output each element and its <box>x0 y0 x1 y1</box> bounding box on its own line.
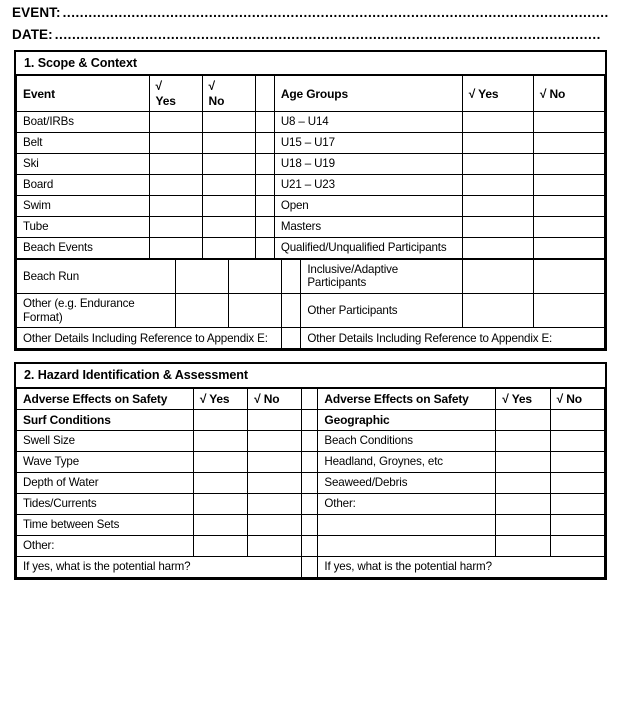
geographic-group-label: Geographic <box>318 410 496 431</box>
section1-title: 1. Scope & Context <box>16 52 605 75</box>
table-header-row <box>17 388 605 409</box>
event-no-checkbox[interactable] <box>202 153 255 174</box>
beach-run-label: Beach Run <box>17 259 176 293</box>
age-group-name-cell: U21 – U23 <box>274 174 462 195</box>
age-group-name-cell: Open <box>274 195 462 216</box>
hazard-right-yes-checkbox[interactable] <box>496 452 550 473</box>
event-no-checkbox[interactable] <box>202 237 255 258</box>
event-name-cell: Ski <box>17 153 150 174</box>
event-input-line[interactable]: ............................................................................................................................... <box>62 6 609 20</box>
other-endurance-no-checkbox[interactable] <box>229 294 282 328</box>
event-label: EVENT: <box>12 6 61 20</box>
table-row <box>17 111 605 132</box>
section-hazard-identification <box>14 362 607 580</box>
hazard-left-no-checkbox[interactable] <box>248 473 302 494</box>
hazard-left-label: Depth of Water <box>17 473 194 494</box>
other-participants-label: Other Participants <box>301 294 462 328</box>
date-input-line[interactable]: ............................................................................................................................... <box>54 28 601 42</box>
hazard-left-label: Wave Type <box>17 452 194 473</box>
age-no-checkbox[interactable] <box>533 132 604 153</box>
event-no-checkbox[interactable] <box>202 111 255 132</box>
table-row <box>17 153 605 174</box>
hazard-right-yes-checkbox[interactable] <box>496 494 550 515</box>
hazard-right-yes-checkbox[interactable] <box>496 515 550 536</box>
hazard-assessment-table <box>16 388 605 578</box>
column-spacer <box>302 494 318 515</box>
column-spacer <box>255 237 274 258</box>
age-group-name-cell: U18 – U19 <box>274 153 462 174</box>
column-spacer <box>255 111 274 132</box>
event-yes-checkbox[interactable] <box>149 132 202 153</box>
section1-body <box>16 75 605 349</box>
event-yes-checkbox[interactable] <box>149 237 202 258</box>
table-group-row <box>17 410 605 431</box>
hazard-left-yes-checkbox[interactable] <box>193 431 247 452</box>
event-name-cell: Belt <box>17 132 150 153</box>
hazard-left-label: Swell Size <box>17 431 194 452</box>
event-no-checkbox[interactable] <box>202 174 255 195</box>
column-spacer <box>302 410 318 431</box>
other-participants-yes-checkbox[interactable] <box>462 294 533 328</box>
surf-conditions-group-label: Surf Conditions <box>17 410 194 431</box>
date-label: DATE: <box>12 28 53 42</box>
event-no-checkbox[interactable] <box>202 216 255 237</box>
hazard-left-no-checkbox[interactable] <box>248 515 302 536</box>
table-row <box>17 452 605 473</box>
hazard-right-label: Headland, Groynes, etc <box>318 452 496 473</box>
hazard-right-label[interactable] <box>318 536 496 557</box>
hazard-left-label: Tides/Currents <box>17 494 194 515</box>
event-yes-checkbox[interactable] <box>149 195 202 216</box>
inclusive-adaptive-yes-checkbox[interactable] <box>462 259 533 293</box>
column-spacer <box>302 431 318 452</box>
hazard-right-label[interactable] <box>318 515 496 536</box>
table-header-row <box>17 76 605 111</box>
table-row <box>17 237 605 258</box>
column-spacer <box>255 174 274 195</box>
other-endurance-label: Other (e.g. Endurance Format) <box>17 294 176 328</box>
table-row <box>17 536 605 557</box>
hazard-left-no-checkbox[interactable] <box>248 452 302 473</box>
section-scope-and-context <box>14 50 607 351</box>
column-spacer <box>255 132 274 153</box>
table-row <box>17 174 605 195</box>
surf-conditions-no-checkbox[interactable] <box>248 410 302 431</box>
column-spacer <box>302 515 318 536</box>
column-spacer <box>302 452 318 473</box>
form-header-fields <box>0 0 618 42</box>
table-row <box>17 195 605 216</box>
age-yes-checkbox[interactable] <box>462 132 533 153</box>
beach-run-yes-checkbox[interactable] <box>176 259 229 293</box>
hazard-right-no-checkbox[interactable] <box>550 431 604 452</box>
age-yes-checkbox[interactable] <box>462 153 533 174</box>
age-no-checkbox[interactable] <box>533 111 604 132</box>
hazard-left-yes-checkbox[interactable] <box>193 494 247 515</box>
event-name-cell: Boat/IRBs <box>17 111 150 132</box>
left-potential-harm-field[interactable]: If yes, what is the potential harm? <box>17 557 302 578</box>
column-spacer <box>255 216 274 237</box>
right-no-header: √ No <box>550 388 604 409</box>
column-spacer <box>302 388 318 409</box>
beach-run-no-checkbox[interactable] <box>229 259 282 293</box>
hazard-right-no-checkbox[interactable] <box>550 473 604 494</box>
event-yes-checkbox[interactable] <box>149 174 202 195</box>
column-spacer <box>255 195 274 216</box>
hazard-left-yes-checkbox[interactable] <box>193 515 247 536</box>
table-row <box>17 431 605 452</box>
age-group-name-cell: Masters <box>274 216 462 237</box>
yes-label: Yes <box>155 93 176 108</box>
table-row <box>17 294 605 328</box>
event-yes-checkbox[interactable] <box>149 153 202 174</box>
event-name-cell: Swim <box>17 195 150 216</box>
table-row <box>17 515 605 536</box>
age-groups-column-header: Age Groups <box>274 76 462 111</box>
age-group-name-cell: U8 – U14 <box>274 111 462 132</box>
event-no-header <box>202 76 255 111</box>
column-spacer <box>302 557 318 578</box>
age-no-checkbox[interactable] <box>533 153 604 174</box>
hazard-left-no-checkbox[interactable] <box>248 494 302 515</box>
left-adverse-effects-header: Adverse Effects on Safety <box>17 388 194 409</box>
age-group-name-cell: Qualified/Unqualified Participants <box>274 237 462 258</box>
age-yes-checkbox[interactable] <box>462 174 533 195</box>
left-yes-header: √ Yes <box>193 388 247 409</box>
age-yes-header: √ Yes <box>462 76 533 111</box>
age-yes-checkbox[interactable] <box>462 216 533 237</box>
event-yes-checkbox[interactable] <box>149 216 202 237</box>
column-spacer <box>282 294 301 328</box>
hazard-right-yes-checkbox[interactable] <box>496 536 550 557</box>
hazard-left-yes-checkbox[interactable] <box>193 473 247 494</box>
event-no-checkbox[interactable] <box>202 132 255 153</box>
event-name-cell: Board <box>17 174 150 195</box>
table-footer-row <box>17 557 605 578</box>
hazard-right-no-checkbox[interactable] <box>550 536 604 557</box>
scope-context-lower-table <box>16 259 605 350</box>
no-label: No <box>208 93 225 108</box>
hazard-left-label: Time between Sets <box>17 515 194 536</box>
table-row <box>17 259 605 293</box>
table-row <box>17 132 605 153</box>
table-row <box>17 328 605 349</box>
hazard-right-no-checkbox[interactable] <box>550 515 604 536</box>
event-no-checkbox[interactable] <box>202 195 255 216</box>
hazard-left-label[interactable]: Other: <box>17 536 194 557</box>
hazard-right-yes-checkbox[interactable] <box>496 473 550 494</box>
right-yes-header: √ Yes <box>496 388 550 409</box>
scope-context-table <box>16 75 605 258</box>
hazard-left-yes-checkbox[interactable] <box>193 536 247 557</box>
age-yes-checkbox[interactable] <box>462 195 533 216</box>
age-yes-checkbox[interactable] <box>462 111 533 132</box>
hazard-left-no-checkbox[interactable] <box>248 431 302 452</box>
hazard-right-no-checkbox[interactable] <box>550 494 604 515</box>
hazard-right-label: Seaweed/Debris <box>318 473 496 494</box>
event-yes-checkbox[interactable] <box>149 111 202 132</box>
age-no-checkbox[interactable] <box>533 237 604 258</box>
right-other-details-field[interactable]: Other Details Including Reference to Appendix E: <box>301 328 605 349</box>
event-field-row <box>12 6 610 20</box>
hazard-left-yes-checkbox[interactable] <box>193 452 247 473</box>
event-name-cell: Tube <box>17 216 150 237</box>
column-spacer <box>302 536 318 557</box>
right-potential-harm-field[interactable]: If yes, what is the potential harm? <box>318 557 605 578</box>
right-adverse-effects-header: Adverse Effects on Safety <box>318 388 496 409</box>
age-yes-checkbox[interactable] <box>462 237 533 258</box>
tick-glyph: √ <box>155 79 162 94</box>
inclusive-adaptive-no-checkbox[interactable] <box>533 259 604 293</box>
hazard-right-label: Beach Conditions <box>318 431 496 452</box>
table-row <box>17 494 605 515</box>
column-spacer <box>302 473 318 494</box>
age-no-checkbox[interactable] <box>533 195 604 216</box>
column-spacer <box>282 259 301 293</box>
geographic-no-checkbox[interactable] <box>550 410 604 431</box>
age-group-name-cell: U15 – U17 <box>274 132 462 153</box>
hazard-right-yes-checkbox[interactable] <box>496 431 550 452</box>
table-row <box>17 473 605 494</box>
hazard-left-no-checkbox[interactable] <box>248 536 302 557</box>
other-endurance-yes-checkbox[interactable] <box>176 294 229 328</box>
event-yes-header <box>149 76 202 111</box>
hazard-right-no-checkbox[interactable] <box>550 452 604 473</box>
hazard-right-label[interactable]: Other: <box>318 494 496 515</box>
surf-conditions-yes-checkbox[interactable] <box>193 410 247 431</box>
section2-title: 2. Hazard Identification & Assessment <box>16 364 605 387</box>
event-name-cell: Beach Events <box>17 237 150 258</box>
column-spacer <box>255 153 274 174</box>
left-other-details-field[interactable]: Other Details Including Reference to Appendix E: <box>17 328 282 349</box>
tick-glyph: √ <box>208 79 215 94</box>
left-no-header: √ No <box>248 388 302 409</box>
geographic-yes-checkbox[interactable] <box>496 410 550 431</box>
column-spacer <box>255 76 274 111</box>
date-field-row <box>12 28 610 42</box>
age-no-checkbox[interactable] <box>533 174 604 195</box>
age-no-checkbox[interactable] <box>533 216 604 237</box>
other-participants-no-checkbox[interactable] <box>533 294 604 328</box>
column-spacer <box>282 328 301 349</box>
age-no-header: √ No <box>533 76 604 111</box>
section2-body <box>16 388 605 578</box>
inclusive-adaptive-label: Inclusive/Adaptive Participants <box>301 259 462 293</box>
table-row <box>17 216 605 237</box>
event-column-header: Event <box>17 76 150 111</box>
